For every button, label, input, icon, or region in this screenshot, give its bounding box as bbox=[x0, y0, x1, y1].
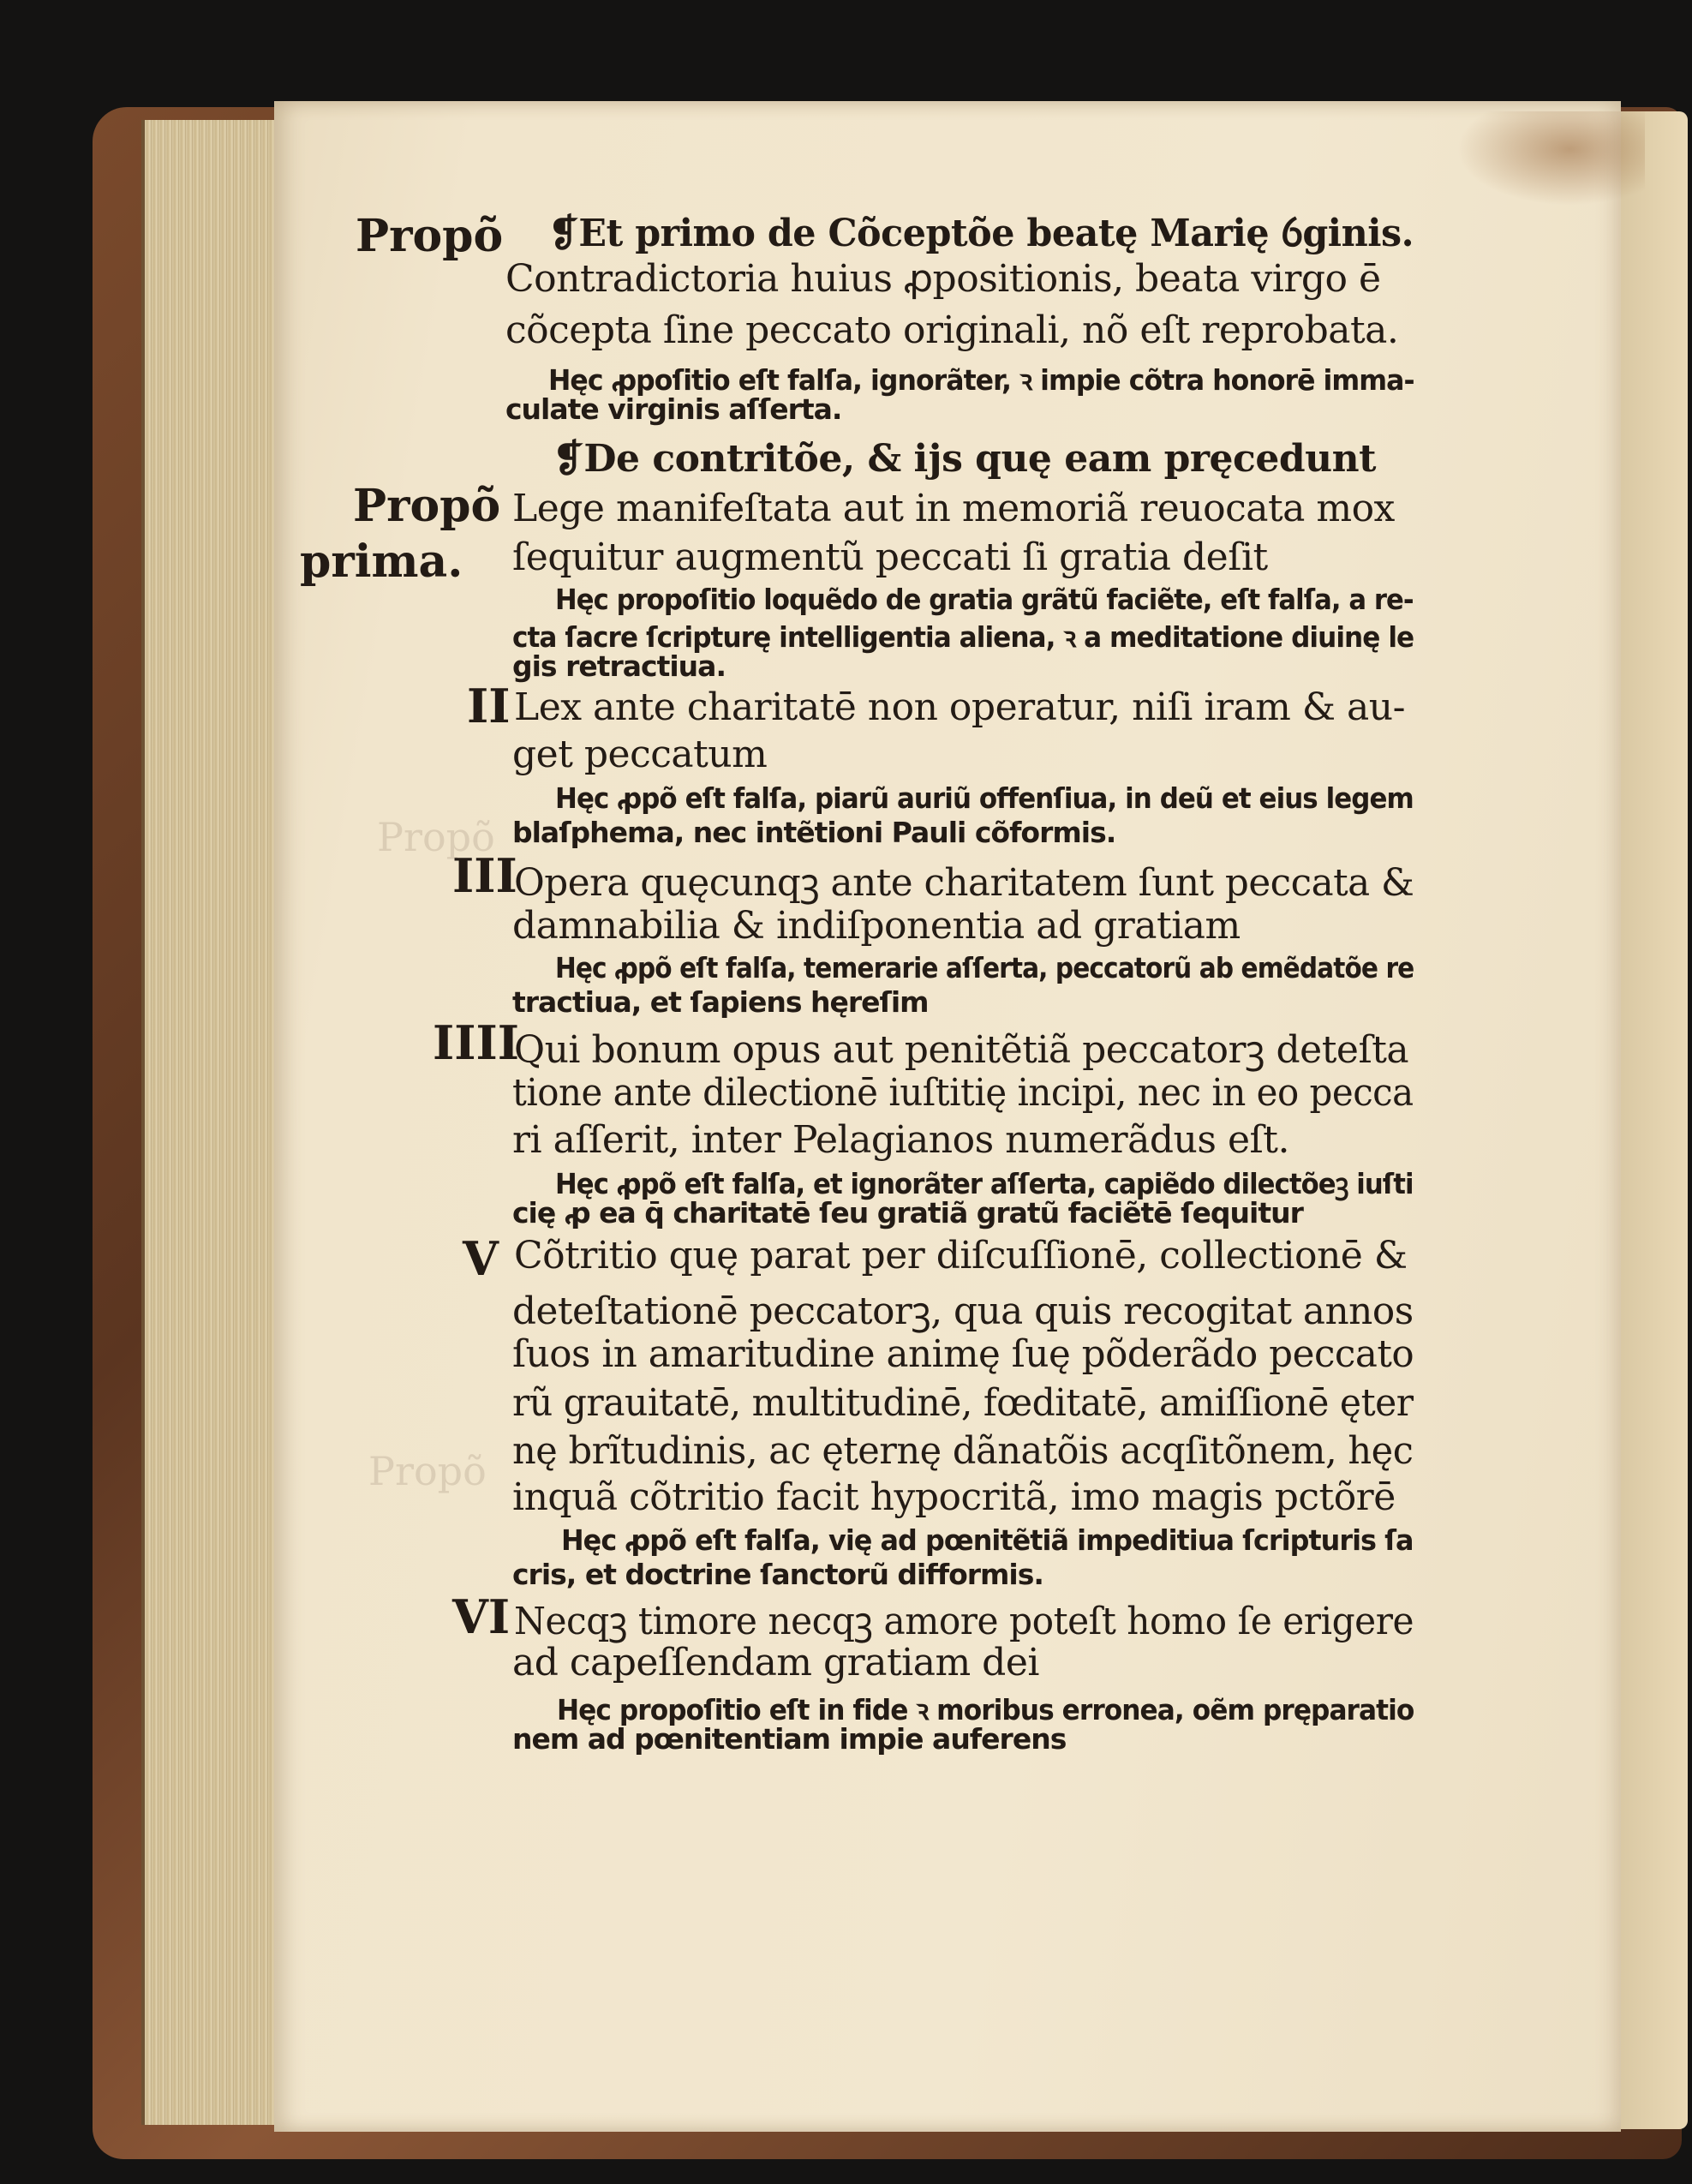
censure-line: Hęc ꝓpoſitio eſt falſa, ignorãter, ꝛ impie cõtra honorē imma- bbox=[548, 363, 1414, 397]
censure-line: Hęc ꝓpõ eſt falſa, vię ad pœnitẽtiã impeditiua ſcripturis ſa bbox=[561, 1523, 1414, 1557]
numeral-iii: III bbox=[452, 848, 517, 903]
text-line: damnabilia & indiſponentia ad gratiam bbox=[512, 904, 1241, 948]
text-line: ſuos in amaritudine animę ſuę põderãdo peccato bbox=[512, 1332, 1414, 1376]
text-line: Contradictoria huius ꝓpositionis, beata virgo ē bbox=[505, 257, 1381, 301]
text-line: Lex ante charitatē non operatur, niſi iram & au- bbox=[514, 685, 1405, 729]
censure-line: Hęc ꝓpõ eſt falſa, temerarie aſſerta, peccatorũ ab emẽdatõe re bbox=[555, 951, 1414, 984]
text-line: Lege manifeſtata aut in memoriã reuocata mox bbox=[512, 487, 1395, 530]
numeral-iiii: IIII bbox=[433, 1015, 520, 1070]
censure-line: Hęc propoſitio eſt in fide ꝛ moribus erronea, oẽm pręparatio bbox=[557, 1693, 1414, 1726]
text-line: ri aſſerit, inter Pelagianos numerãdus eſt. bbox=[512, 1118, 1289, 1162]
censure-line: Hęc ꝓpõ eſt falſa, et ignorãter aſſerta, capiẽdo dilectõeꝫ iuſti bbox=[555, 1167, 1414, 1200]
text-line: Qui bonum opus aut penitẽtiã peccatorꝫ deteſta bbox=[514, 1028, 1409, 1072]
censure-line: cta ſacre ſcripturę intelligentia aliena, ꝛ a meditatione diuinę le bbox=[512, 620, 1414, 654]
censure-line: gis retractiua. bbox=[512, 649, 726, 683]
heading-conception: ❡Et primo de Cõceptõe beatę Marię ỽginis. bbox=[548, 212, 1414, 255]
text-line: ſequitur augmentũ peccati ſi gratia deſit bbox=[512, 536, 1268, 579]
censure-line: blaſphema, nec intẽtioni Pauli cõformis. bbox=[512, 816, 1116, 849]
text-line: inquã cõtritio facit hypocritã, imo magis pctõrē bbox=[512, 1475, 1396, 1519]
numeral-v: V bbox=[463, 1231, 499, 1286]
text-line: tione ante dilectionē iuſtitię incipi, nec in eo pecca bbox=[512, 1071, 1414, 1115]
margin-note-propo: Propõ bbox=[356, 210, 504, 262]
text-line: cõcepta ſine peccato originali, nõ eſt reprobata. bbox=[505, 308, 1399, 352]
censure-line: tractiua, et ſapiens hęreſim bbox=[512, 985, 929, 1019]
margin-note-prima: prima. bbox=[300, 536, 463, 588]
show-through-text: Propõ bbox=[368, 1448, 487, 1494]
censure-line: Hęc propoſitio loquẽdo de gratia grãtũ faciẽte, eſt falſa, a re- bbox=[555, 583, 1414, 616]
text-line: Opera quęcunqꝫ ante charitatem ſunt peccata & bbox=[514, 861, 1414, 905]
text-line: ad capeſſendam gratiam dei bbox=[512, 1641, 1039, 1684]
page-stain bbox=[1456, 111, 1645, 206]
censure-line: cris, et doctrine ſanctorũ difformis. bbox=[512, 1558, 1043, 1591]
text-line: get peccatum bbox=[512, 733, 768, 776]
text-line: deteſtationē peccatorꝫ, qua quis recogitat annos bbox=[512, 1289, 1414, 1333]
censure-line: culate virginis aſſerta. bbox=[505, 392, 842, 426]
heading-contrition: ❡De contritõe, & ĳs quę eam pręcedunt bbox=[553, 437, 1376, 481]
margin-note-propo: Propõ bbox=[353, 480, 501, 532]
text-line: rũ grauitatē, multitudinē, fœditatē, amiſſionē ęter bbox=[512, 1381, 1414, 1425]
censure-line: cię ꝓ ea q̄ charitatē ſeu gratiã gratũ faciẽtē ſequitur bbox=[512, 1196, 1303, 1230]
numeral-vi: VI bbox=[452, 1589, 511, 1644]
book-page bbox=[274, 101, 1621, 2132]
text-line: Necqꝫ timore necqꝫ amore poteſt homo ſe erigere bbox=[514, 1600, 1414, 1643]
censure-line: nem ad pœnitentiam impie auferens bbox=[512, 1722, 1067, 1756]
censure-line: Hęc ꝓpõ eſt falſa, piarũ auriũ offenſiua, in deũ et eius legem bbox=[555, 781, 1414, 815]
page-edges bbox=[141, 120, 295, 2125]
numeral-ii: II bbox=[467, 679, 511, 733]
text-line: nę brĩtudinis, ac ęternę dãnatõis acqſitõnem, hęc bbox=[512, 1429, 1414, 1473]
text-line: Cõtritio quę parat per diſcuſſionē, collectionē & bbox=[514, 1234, 1408, 1277]
facing-page-edge bbox=[1615, 111, 1688, 2129]
show-through-text: Propõ bbox=[377, 814, 495, 860]
